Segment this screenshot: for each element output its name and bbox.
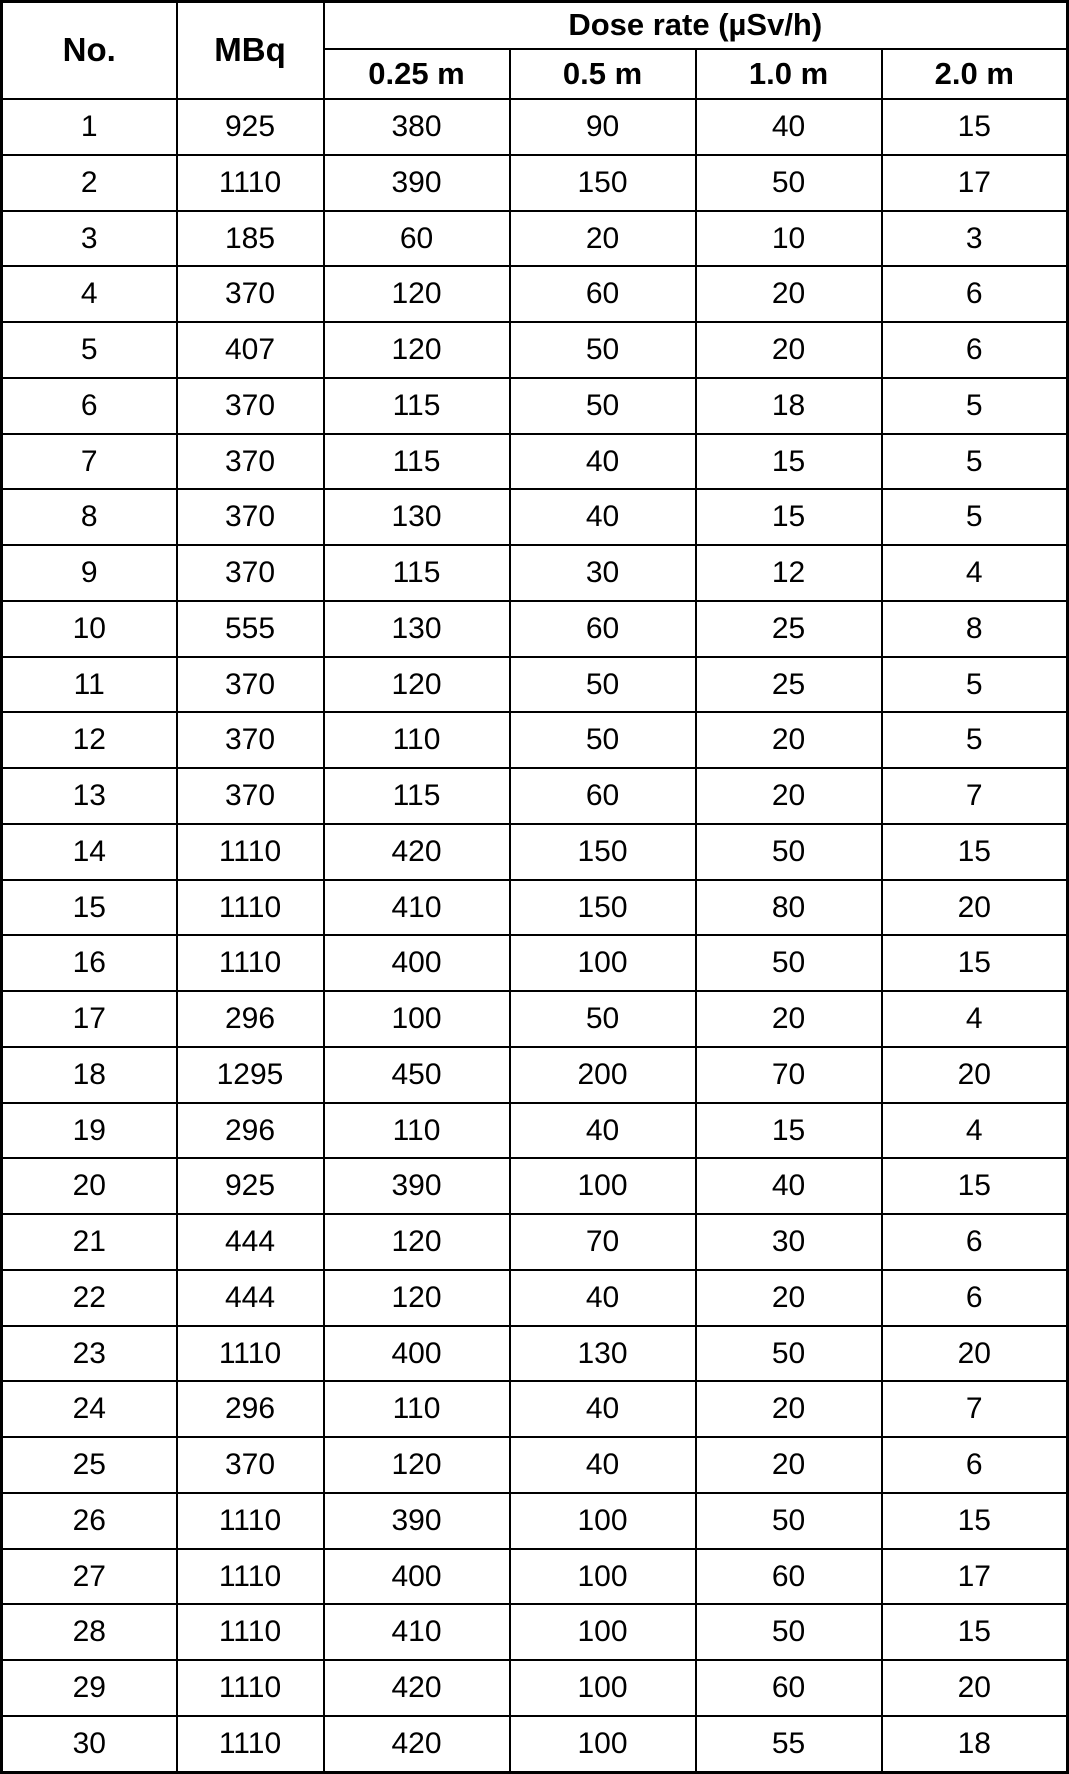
cell-dose-10m: 20 xyxy=(696,1381,882,1437)
cell-dose-05m: 150 xyxy=(510,155,696,211)
cell-dose-05m: 100 xyxy=(510,1549,696,1605)
cell-dose-10m: 80 xyxy=(696,880,882,936)
cell-dose-20m: 4 xyxy=(882,545,1068,601)
table-row xyxy=(2,1493,1068,1549)
table-row xyxy=(2,1716,1068,1773)
cell-dose-10m: 20 xyxy=(696,712,882,768)
cell-dose-10m: 50 xyxy=(696,1326,882,1382)
cell-mbq: 370 xyxy=(177,266,324,322)
table-row xyxy=(2,880,1068,936)
cell-dose-10m: 70 xyxy=(696,1047,882,1103)
cell-dose-20m: 8 xyxy=(882,601,1068,657)
cell-mbq: 370 xyxy=(177,545,324,601)
cell-dose-20m: 5 xyxy=(882,712,1068,768)
cell-dose-025m: 390 xyxy=(324,1493,510,1549)
cell-mbq: 296 xyxy=(177,991,324,1047)
cell-no: 15 xyxy=(2,880,177,936)
cell-mbq: 370 xyxy=(177,657,324,713)
table-row xyxy=(2,601,1068,657)
cell-dose-10m: 50 xyxy=(696,1604,882,1660)
cell-dose-025m: 420 xyxy=(324,824,510,880)
cell-dose-025m: 450 xyxy=(324,1047,510,1103)
cell-dose-10m: 15 xyxy=(696,434,882,490)
cell-dose-20m: 17 xyxy=(882,1549,1068,1605)
cell-dose-05m: 60 xyxy=(510,266,696,322)
cell-no: 6 xyxy=(2,378,177,434)
table-row xyxy=(2,657,1068,713)
cell-dose-20m: 6 xyxy=(882,266,1068,322)
cell-dose-05m: 100 xyxy=(510,1660,696,1716)
cell-dose-05m: 30 xyxy=(510,545,696,601)
cell-mbq: 1110 xyxy=(177,1493,324,1549)
cell-dose-025m: 380 xyxy=(324,99,510,155)
column-header-distance-025m: 0.25 m xyxy=(324,49,510,99)
cell-mbq: 370 xyxy=(177,378,324,434)
cell-dose-025m: 130 xyxy=(324,601,510,657)
table-row xyxy=(2,489,1068,545)
cell-dose-025m: 120 xyxy=(324,657,510,713)
cell-dose-10m: 12 xyxy=(696,545,882,601)
cell-dose-05m: 90 xyxy=(510,99,696,155)
cell-no: 22 xyxy=(2,1270,177,1326)
cell-mbq: 370 xyxy=(177,768,324,824)
table-row xyxy=(2,768,1068,824)
cell-dose-025m: 400 xyxy=(324,1549,510,1605)
cell-mbq: 296 xyxy=(177,1381,324,1437)
table-row xyxy=(2,1103,1068,1159)
table-row xyxy=(2,434,1068,490)
cell-dose-20m: 5 xyxy=(882,378,1068,434)
table-row xyxy=(2,712,1068,768)
cell-no: 21 xyxy=(2,1214,177,1270)
cell-no: 28 xyxy=(2,1604,177,1660)
cell-dose-10m: 50 xyxy=(696,935,882,991)
cell-no: 9 xyxy=(2,545,177,601)
cell-dose-025m: 410 xyxy=(324,880,510,936)
cell-dose-025m: 110 xyxy=(324,1103,510,1159)
cell-dose-05m: 40 xyxy=(510,1381,696,1437)
cell-dose-10m: 60 xyxy=(696,1549,882,1605)
table-row xyxy=(2,211,1068,267)
cell-dose-025m: 400 xyxy=(324,1326,510,1382)
cell-mbq: 1110 xyxy=(177,1716,324,1773)
cell-dose-025m: 115 xyxy=(324,378,510,434)
cell-dose-025m: 115 xyxy=(324,768,510,824)
cell-dose-025m: 120 xyxy=(324,266,510,322)
cell-dose-20m: 3 xyxy=(882,211,1068,267)
cell-no: 30 xyxy=(2,1716,177,1773)
cell-dose-10m: 30 xyxy=(696,1214,882,1270)
cell-dose-05m: 40 xyxy=(510,1103,696,1159)
cell-dose-025m: 120 xyxy=(324,1437,510,1493)
cell-dose-05m: 40 xyxy=(510,1437,696,1493)
cell-mbq: 1295 xyxy=(177,1047,324,1103)
cell-no: 18 xyxy=(2,1047,177,1103)
column-header-distance-10m: 1.0 m xyxy=(696,49,882,99)
cell-mbq: 370 xyxy=(177,712,324,768)
cell-mbq: 370 xyxy=(177,1437,324,1493)
cell-no: 11 xyxy=(2,657,177,713)
cell-dose-05m: 50 xyxy=(510,991,696,1047)
cell-dose-10m: 15 xyxy=(696,1103,882,1159)
cell-dose-20m: 15 xyxy=(882,1158,1068,1214)
cell-no: 24 xyxy=(2,1381,177,1437)
table-row xyxy=(2,1437,1068,1493)
cell-mbq: 1110 xyxy=(177,155,324,211)
cell-mbq: 555 xyxy=(177,601,324,657)
cell-no: 19 xyxy=(2,1103,177,1159)
cell-mbq: 925 xyxy=(177,99,324,155)
cell-dose-10m: 40 xyxy=(696,99,882,155)
cell-dose-10m: 50 xyxy=(696,1493,882,1549)
cell-dose-05m: 150 xyxy=(510,824,696,880)
column-header-distance-20m: 2.0 m xyxy=(882,49,1068,99)
cell-dose-20m: 18 xyxy=(882,1716,1068,1773)
cell-dose-025m: 400 xyxy=(324,935,510,991)
cell-dose-20m: 15 xyxy=(882,935,1068,991)
table-row xyxy=(2,155,1068,211)
cell-dose-10m: 55 xyxy=(696,1716,882,1773)
column-header-mbq: MBq xyxy=(177,2,324,100)
cell-dose-05m: 130 xyxy=(510,1326,696,1382)
table-row xyxy=(2,322,1068,378)
cell-dose-025m: 420 xyxy=(324,1660,510,1716)
table-row xyxy=(2,1214,1068,1270)
cell-dose-10m: 20 xyxy=(696,1437,882,1493)
cell-dose-10m: 18 xyxy=(696,378,882,434)
cell-dose-20m: 20 xyxy=(882,1326,1068,1382)
cell-no: 7 xyxy=(2,434,177,490)
cell-dose-025m: 120 xyxy=(324,1270,510,1326)
cell-dose-10m: 25 xyxy=(696,601,882,657)
cell-dose-025m: 410 xyxy=(324,1604,510,1660)
table-head xyxy=(2,2,1068,100)
table-row xyxy=(2,1326,1068,1382)
column-group-header-dose-rate: Dose rate (µSv/h) xyxy=(324,2,1068,50)
cell-no: 5 xyxy=(2,322,177,378)
cell-dose-05m: 150 xyxy=(510,880,696,936)
cell-dose-10m: 60 xyxy=(696,1660,882,1716)
table-row xyxy=(2,378,1068,434)
table-row xyxy=(2,1047,1068,1103)
cell-dose-20m: 6 xyxy=(882,1437,1068,1493)
cell-mbq: 185 xyxy=(177,211,324,267)
cell-dose-20m: 5 xyxy=(882,434,1068,490)
cell-dose-10m: 20 xyxy=(696,768,882,824)
cell-mbq: 370 xyxy=(177,489,324,545)
cell-mbq: 370 xyxy=(177,434,324,490)
cell-dose-10m: 50 xyxy=(696,155,882,211)
cell-mbq: 1110 xyxy=(177,1604,324,1660)
table-row xyxy=(2,1549,1068,1605)
cell-dose-025m: 420 xyxy=(324,1716,510,1773)
cell-no: 14 xyxy=(2,824,177,880)
cell-mbq: 925 xyxy=(177,1158,324,1214)
cell-no: 3 xyxy=(2,211,177,267)
cell-dose-05m: 200 xyxy=(510,1047,696,1103)
cell-mbq: 296 xyxy=(177,1103,324,1159)
cell-dose-20m: 6 xyxy=(882,1214,1068,1270)
cell-mbq: 1110 xyxy=(177,880,324,936)
cell-dose-05m: 60 xyxy=(510,601,696,657)
cell-dose-05m: 40 xyxy=(510,434,696,490)
cell-mbq: 1110 xyxy=(177,824,324,880)
cell-no: 8 xyxy=(2,489,177,545)
cell-no: 12 xyxy=(2,712,177,768)
cell-dose-05m: 100 xyxy=(510,1604,696,1660)
cell-dose-025m: 110 xyxy=(324,1381,510,1437)
cell-dose-20m: 20 xyxy=(882,1660,1068,1716)
cell-dose-20m: 6 xyxy=(882,322,1068,378)
cell-no: 20 xyxy=(2,1158,177,1214)
table-header-row-1 xyxy=(2,2,1068,50)
table-row xyxy=(2,266,1068,322)
cell-dose-025m: 100 xyxy=(324,991,510,1047)
table-row xyxy=(2,991,1068,1047)
cell-no: 23 xyxy=(2,1326,177,1382)
cell-no: 26 xyxy=(2,1493,177,1549)
cell-dose-05m: 100 xyxy=(510,1493,696,1549)
cell-dose-05m: 50 xyxy=(510,712,696,768)
cell-no: 27 xyxy=(2,1549,177,1605)
cell-dose-20m: 5 xyxy=(882,657,1068,713)
table-row xyxy=(2,1381,1068,1437)
cell-dose-05m: 100 xyxy=(510,1716,696,1773)
cell-dose-10m: 25 xyxy=(696,657,882,713)
cell-dose-10m: 20 xyxy=(696,322,882,378)
table-row xyxy=(2,1158,1068,1214)
cell-dose-025m: 115 xyxy=(324,545,510,601)
cell-dose-025m: 390 xyxy=(324,155,510,211)
table-row xyxy=(2,1270,1068,1326)
cell-no: 2 xyxy=(2,155,177,211)
cell-dose-05m: 50 xyxy=(510,378,696,434)
cell-dose-05m: 40 xyxy=(510,1270,696,1326)
cell-dose-05m: 50 xyxy=(510,322,696,378)
cell-dose-10m: 20 xyxy=(696,991,882,1047)
cell-dose-10m: 20 xyxy=(696,1270,882,1326)
table-row xyxy=(2,935,1068,991)
table-row xyxy=(2,824,1068,880)
cell-dose-20m: 15 xyxy=(882,1493,1068,1549)
cell-no: 16 xyxy=(2,935,177,991)
cell-dose-05m: 60 xyxy=(510,768,696,824)
cell-dose-025m: 120 xyxy=(324,1214,510,1270)
cell-dose-05m: 100 xyxy=(510,1158,696,1214)
column-header-distance-05m: 0.5 m xyxy=(510,49,696,99)
cell-no: 17 xyxy=(2,991,177,1047)
cell-no: 4 xyxy=(2,266,177,322)
cell-mbq: 1110 xyxy=(177,935,324,991)
cell-dose-025m: 110 xyxy=(324,712,510,768)
cell-dose-20m: 7 xyxy=(882,1381,1068,1437)
cell-mbq: 1110 xyxy=(177,1660,324,1716)
table-row xyxy=(2,1660,1068,1716)
cell-dose-20m: 6 xyxy=(882,1270,1068,1326)
cell-dose-20m: 5 xyxy=(882,489,1068,545)
cell-dose-10m: 20 xyxy=(696,266,882,322)
cell-mbq: 1110 xyxy=(177,1326,324,1382)
cell-dose-05m: 70 xyxy=(510,1214,696,1270)
cell-dose-025m: 60 xyxy=(324,211,510,267)
cell-dose-20m: 15 xyxy=(882,1604,1068,1660)
cell-dose-025m: 130 xyxy=(324,489,510,545)
cell-dose-10m: 40 xyxy=(696,1158,882,1214)
cell-dose-05m: 20 xyxy=(510,211,696,267)
cell-dose-05m: 50 xyxy=(510,657,696,713)
cell-dose-20m: 15 xyxy=(882,99,1068,155)
cell-mbq: 407 xyxy=(177,322,324,378)
cell-no: 1 xyxy=(2,99,177,155)
cell-no: 29 xyxy=(2,1660,177,1716)
cell-no: 13 xyxy=(2,768,177,824)
cell-dose-20m: 4 xyxy=(882,1103,1068,1159)
cell-mbq: 1110 xyxy=(177,1549,324,1605)
cell-dose-025m: 115 xyxy=(324,434,510,490)
cell-no: 25 xyxy=(2,1437,177,1493)
cell-dose-20m: 20 xyxy=(882,1047,1068,1103)
cell-dose-20m: 15 xyxy=(882,824,1068,880)
cell-no: 10 xyxy=(2,601,177,657)
table-row xyxy=(2,1604,1068,1660)
table-row xyxy=(2,545,1068,601)
cell-dose-10m: 15 xyxy=(696,489,882,545)
cell-dose-10m: 50 xyxy=(696,824,882,880)
cell-dose-20m: 17 xyxy=(882,155,1068,211)
column-header-no: No. xyxy=(2,2,177,100)
cell-dose-10m: 10 xyxy=(696,211,882,267)
cell-dose-20m: 4 xyxy=(882,991,1068,1047)
cell-dose-025m: 120 xyxy=(324,322,510,378)
cell-mbq: 444 xyxy=(177,1214,324,1270)
cell-dose-025m: 390 xyxy=(324,1158,510,1214)
cell-mbq: 444 xyxy=(177,1270,324,1326)
table-row xyxy=(2,99,1068,155)
cell-dose-20m: 20 xyxy=(882,880,1068,936)
cell-dose-20m: 7 xyxy=(882,768,1068,824)
cell-dose-05m: 100 xyxy=(510,935,696,991)
table-body xyxy=(2,99,1068,1773)
cell-dose-05m: 40 xyxy=(510,489,696,545)
